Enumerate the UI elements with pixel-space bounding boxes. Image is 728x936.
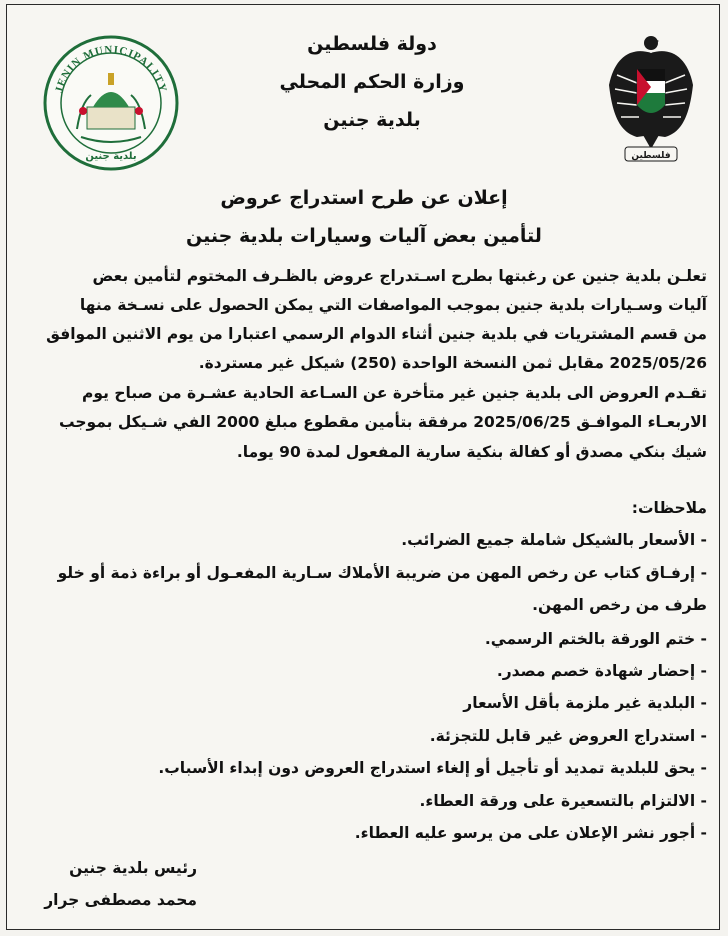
seal-ring-text: JENIN MUNICIPALITY [53,43,169,95]
signature-name: محمد مصطفى جرار [44,891,197,909]
body-line: آليات وسـيارات بلدية جنين بموجب المواصفات التي يمكن الحصول على نسـخة منها [79,296,707,314]
note-item: - أجور نشر الإعلان على من يرسو عليه العطاء. [354,824,707,842]
header-municipality: بلدية جنين [323,109,421,131]
announcement-subtitle: لتأمين بعض آليات وسيارات بلدية جنين [186,225,542,247]
seal-icon [41,33,181,173]
emblem-caption: فلسطين [631,151,671,161]
body-line: 2025/05/26 مقابل ثمن النسخة الواحدة (250) شيكل غير مستردة. [198,354,707,372]
note-item: - الأسعار بالشيكل شاملة جميع الضرائب. [401,531,707,549]
body-line: من قسم المشتريات في بلدية جنين أثناء الدوام الرسمي اعتبارا من يوم الاثنين الموافق [46,325,707,343]
palestine-emblem [603,25,699,165]
note-item: - استدراج العروض غير قابل للتجزئة. [429,727,707,745]
note-item: - يحق للبلدية تمديد أو تأجيل أو إلغاء استدراج العروض دون إبداء الأسباب. [158,759,707,777]
header-ministry: وزارة الحكم المحلي [279,71,465,93]
body-line: تقـدم العروض الى بلدية جنين غير متأخرة عن السـاعة الحادية عشـرة من صباح يوم [82,384,707,402]
body-line: تعلـن بلدية جنين عن رغبتها بطرح اسـتدراج عروض بالظـرف المختوم لتأمين بعض [92,267,707,285]
note-item: - الالتزام بالتسعيرة على ورقة العطاء. [419,792,707,810]
note-item: - إحضار شهادة خصم مصدر. [496,662,707,680]
body-line: شيك بنكي مصدق أو كفالة بنكية سارية المفعول لمدة 90 يوما. [236,443,707,461]
announcement-page [6,4,720,930]
notes-heading: ملاحظات: [631,499,707,517]
jenin-municipality-seal [41,33,181,173]
body-line: الاربعـاء الموافـق 2025/06/25 مرفقة بتأمين مقطوع مبلغ 2000 الفي شـيكل بموجب [58,413,707,431]
note-item: - البلدية غير ملزمة بأقل الأسعار [463,694,707,712]
note-item: - ختم الورقة بالختم الرسمي. [484,630,707,648]
note-item: - إرفـاق كتاب عن رخص المهن من ضريبة الأملاك سـارية المفعـول أو براءة ذمة أو خلو [57,564,707,582]
seal-bottom-text: بلدية جنين [85,151,137,162]
announcement-title: إعلان عن طرح استدراج عروض [220,187,508,209]
note-item: طرف من رخص المهن. [532,596,707,614]
eagle-emblem-icon [603,25,699,165]
header-state: دولة فلسطين [307,33,437,55]
signature-title: رئيس بلدية جنين [69,859,197,877]
